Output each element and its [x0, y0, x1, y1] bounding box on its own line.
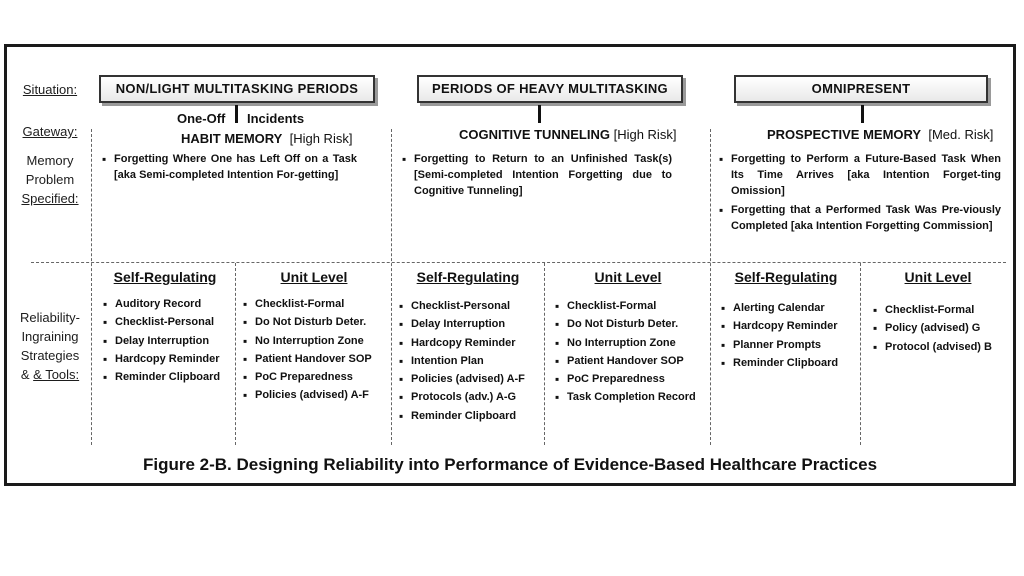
strategy-list-unit-level-2 [555, 297, 696, 407]
list-item: ▪ Protocol (advised) B [873, 338, 992, 356]
gateway-name: HABIT MEMORY [181, 131, 283, 146]
strategies-line-3: Strategies [20, 348, 80, 363]
strategy-list-unit-level-3 [873, 301, 992, 356]
memory-problem-line-2: Problem [25, 172, 75, 187]
col-header-self-regulating-3: Self-Regulating [734, 269, 838, 285]
list-item: ▪ Protocols (adv.) A-G [399, 388, 525, 406]
strategy-list-unit-level-1 [243, 295, 372, 405]
risk-badge: [Med. Risk] [928, 127, 994, 142]
list-item: ▪ No Interruption Zone [555, 334, 696, 352]
list-item: ▪ Checklist-Formal [243, 295, 372, 313]
problem-prospective-memory [719, 151, 1001, 237]
situation-box-light: NON/LIGHT MULTITASKING PERIODS [99, 75, 375, 103]
list-item: ▪ Checklist-Formal [555, 297, 696, 315]
problem-item: ▪ Forgetting Where One has Left Off on a Task [aka Semi-completed Intention For-getting] [102, 151, 357, 183]
list-item: ▪ Task Completion Record [555, 388, 696, 406]
connector-tick-1 [235, 105, 238, 123]
list-item: ▪ Auditory Record [103, 295, 220, 313]
list-item: ▪ PoC Preparedness [555, 370, 696, 388]
strategies-line-1: Reliability- [20, 310, 80, 325]
list-item: ▪ Delay Interruption [399, 315, 525, 333]
list-item: ▪ Policy (advised) G [873, 319, 992, 337]
divider-sub-2 [544, 263, 545, 445]
gateway-name: PROSPECTIVE MEMORY [767, 127, 922, 142]
divider-sub-3 [860, 263, 861, 445]
diagram-frame [4, 44, 1016, 486]
gateway-name: COGNITIVE TUNNELING [459, 127, 610, 142]
strategy-list-self-regulating-2 [399, 297, 525, 425]
gateway-habit-memory [181, 131, 352, 146]
problem-habit-memory [102, 151, 357, 186]
memory-problem-label [13, 151, 87, 208]
list-item: ▪ Checklist-Formal [873, 301, 992, 319]
col-header-unit-level-2: Unit Level [594, 269, 662, 285]
situation-box-omnipresent: OMNIPRESENT [734, 75, 988, 103]
gateway-label-text: Gateway: [22, 124, 78, 139]
list-item: ▪ Reminder Clipboard [399, 407, 525, 425]
list-item: ▪ Hardcopy Reminder [721, 317, 838, 335]
strategies-label [9, 308, 91, 384]
divider-horizontal [31, 262, 1006, 263]
risk-badge: [High Risk] [613, 127, 677, 142]
incidents-label: Incidents [247, 111, 305, 126]
problem-item: ▪ Forgetting that a Performed Task Was Pre-viously Completed [aka Intention Forgetting Commission] [719, 202, 1001, 234]
list-item: ▪ Reminder Clipboard [103, 368, 220, 386]
list-item: ▪ Policies (advised) A-F [399, 370, 525, 388]
situation-label-text: Situation: [22, 82, 78, 97]
list-item: ▪ Reminder Clipboard [721, 354, 838, 372]
one-off-label: One-Off [177, 111, 226, 126]
list-item: ▪ Delay Interruption [103, 332, 220, 350]
list-item: ▪ Patient Handover SOP [555, 352, 696, 370]
situation-label [13, 80, 87, 99]
gateway-label [13, 122, 87, 141]
divider-vertical-left [91, 129, 92, 445]
divider-sub-1 [235, 263, 236, 445]
situation-box-heavy: PERIODS OF HEAVY MULTITASKING [417, 75, 683, 103]
col-header-self-regulating-1: Self-Regulating [113, 269, 217, 285]
list-item: ▪ Patient Handover SOP [243, 350, 372, 368]
list-item: ▪ No Interruption Zone [243, 332, 372, 350]
strategy-list-self-regulating-1 [103, 295, 220, 386]
col-header-unit-level-3: Unit Level [904, 269, 972, 285]
list-item: ▪ Checklist-Personal [103, 313, 220, 331]
risk-badge: [High Risk] [289, 131, 353, 146]
figure-caption: Figure 2-B. Designing Reliability into Performance of Evidence-Based Healthcare Practices [142, 455, 878, 474]
list-item: ▪ Planner Prompts [721, 336, 838, 354]
strategies-line-4: & & Tools: [20, 367, 80, 382]
divider-vertical-mid1 [391, 129, 392, 445]
list-item: ▪ Checklist-Personal [399, 297, 525, 315]
list-item: ▪ Hardcopy Reminder [103, 350, 220, 368]
memory-problem-line-3: Specified: [21, 191, 79, 206]
col-header-unit-level-1: Unit Level [280, 269, 348, 285]
problem-item: ▪ Forgetting to Perform a Future-Based Task When Its Time Arrives [aka Intention Forget-ting Omission] [719, 151, 1001, 199]
memory-problem-line-1: Memory [26, 153, 74, 168]
list-item: ▪ Alerting Calendar [721, 299, 838, 317]
gateway-cognitive-tunneling [459, 127, 676, 142]
problem-item: ▪ Forgetting to Return to an Unfinished Task(s) [Semi-completed Intention Forgetting due to Cognitive Tunneling] [402, 151, 672, 199]
list-item: ▪ Intention Plan [399, 352, 525, 370]
connector-tick-3 [861, 105, 864, 123]
connector-tick-2 [538, 105, 541, 123]
list-item: ▪ Policies (advised) A-F [243, 386, 372, 404]
list-item: ▪ Do Not Disturb Deter. [555, 315, 696, 333]
gateway-prospective-memory [767, 127, 993, 142]
strategy-list-self-regulating-3 [721, 299, 838, 372]
col-header-self-regulating-2: Self-Regulating [416, 269, 520, 285]
divider-vertical-mid2 [710, 129, 711, 445]
list-item: ▪ Hardcopy Reminder [399, 334, 525, 352]
strategies-line-2: Ingraining [21, 329, 79, 344]
problem-cognitive-tunneling [402, 151, 672, 202]
list-item: ▪ Do Not Disturb Deter. [243, 313, 372, 331]
list-item: ▪ PoC Preparedness [243, 368, 372, 386]
